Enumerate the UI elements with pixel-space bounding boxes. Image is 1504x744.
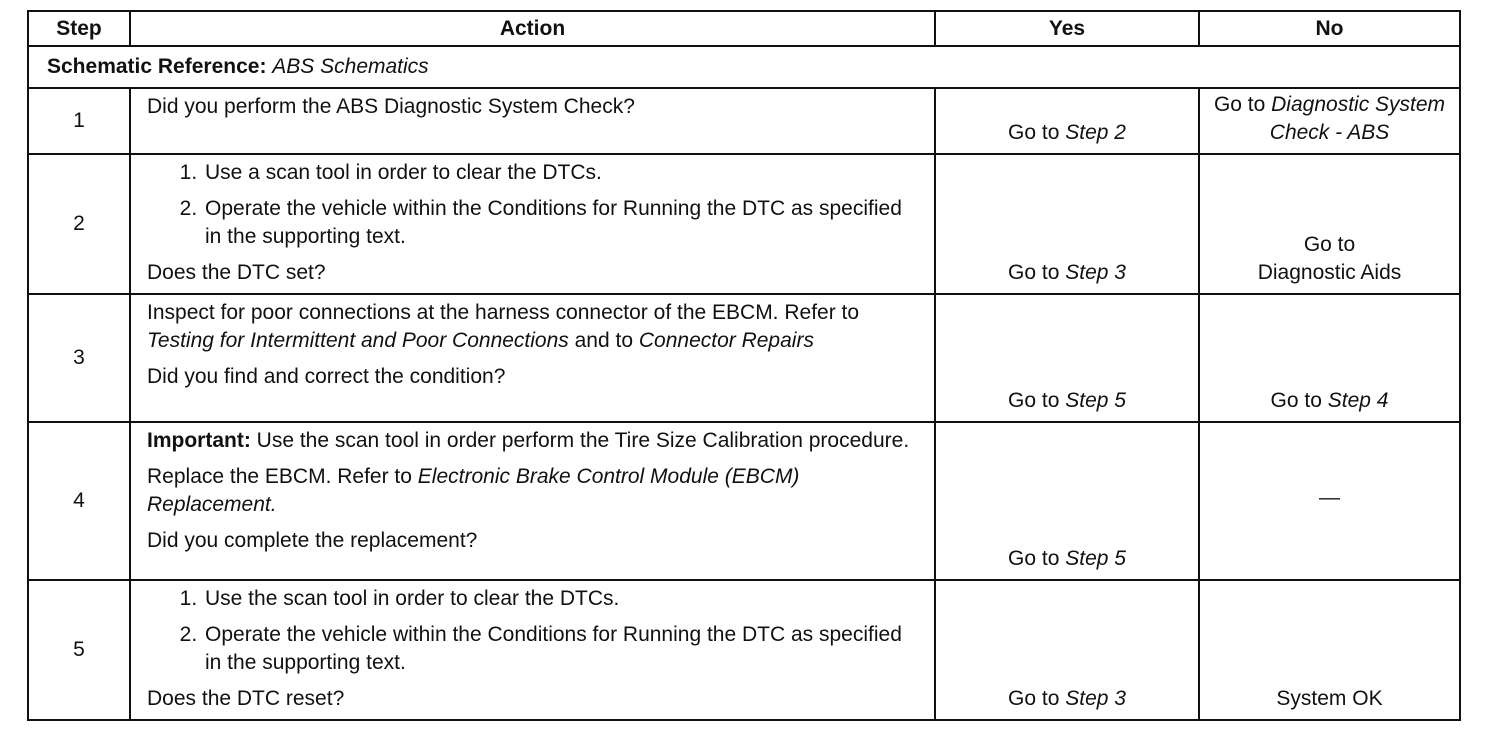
header-row [28, 11, 1460, 46]
connector-repairs-link[interactable]: Connector Repairs [638, 329, 814, 352]
yes-prefix: Go to [1008, 687, 1066, 710]
table-row [28, 580, 1460, 720]
action-cell [130, 154, 935, 294]
yes-link[interactable]: Step 3 [1065, 687, 1126, 710]
step-number: 1 [28, 88, 130, 154]
important-note [147, 427, 918, 455]
instruction-list [147, 585, 918, 677]
action-cell [130, 580, 935, 720]
question: Did you complete the replacement? [147, 529, 478, 552]
header-yes: Yes [935, 11, 1199, 46]
step-number: 5 [28, 580, 130, 720]
no-link[interactable]: Diagnostic Aids [1257, 261, 1402, 284]
header-no: No [1199, 11, 1460, 46]
schematic-reference [28, 46, 1460, 88]
no-link[interactable]: Step 4 [1327, 389, 1389, 412]
question: Does the DTC set? [147, 261, 326, 284]
ebcm-replacement-link[interactable]: Electronic Brake Control Module (EBCM) Replacement. [147, 465, 800, 516]
step-number: 4 [28, 422, 130, 580]
no-cell [1199, 294, 1460, 422]
table-row [28, 154, 1460, 294]
table-row [28, 294, 1460, 422]
action-cell [130, 422, 935, 580]
no-cell [1199, 154, 1460, 294]
table-row [28, 422, 1460, 580]
no-result: System OK [1276, 687, 1383, 710]
header-step: Step [28, 11, 130, 46]
yes-prefix: Go to [1008, 261, 1066, 284]
list-item: 1. Use a scan tool in order to clear the DTCs. [203, 159, 918, 187]
no-cell [1199, 88, 1460, 154]
important-label: Important: [147, 429, 251, 452]
instruction-list [147, 159, 918, 251]
yes-prefix: Go to [1008, 121, 1066, 144]
yes-link[interactable]: Step 2 [1065, 121, 1126, 144]
yes-prefix: Go to [1008, 547, 1066, 570]
question: Did you find and correct the condition? [147, 365, 506, 388]
no-prefix: Go to [1213, 93, 1272, 116]
yes-link[interactable]: Step 3 [1065, 261, 1126, 284]
instruction-text: Replace the EBCM. Refer to [147, 465, 418, 488]
list-item: 2. Operate the vehicle within the Conditions for Running the DTC as specified in the supporting text. [203, 621, 918, 677]
schematic-reference-link[interactable]: ABS Schematics [272, 55, 429, 78]
replace-instruction [147, 463, 918, 519]
question: Did you perform the ABS Diagnostic System Check? [147, 95, 635, 118]
important-text: Use the scan tool in order perform the Tire Size Calibration procedure. [250, 429, 910, 452]
no-cell [1199, 422, 1460, 580]
no-link[interactable]: Diagnostic System Check - ABS [1269, 93, 1446, 144]
yes-cell [935, 580, 1199, 720]
schematic-reference-label: Schematic Reference: [47, 55, 267, 78]
diagnostic-table [27, 10, 1461, 721]
instruction-text: and to [568, 329, 639, 352]
schematic-reference-row [28, 46, 1460, 88]
action-cell [130, 88, 935, 154]
no-prefix: Go to [1270, 389, 1328, 412]
action-cell [130, 294, 935, 422]
list-item: 1. Use the scan tool in order to clear the DTCs. [203, 585, 918, 613]
yes-cell [935, 88, 1199, 154]
list-item: 2. Operate the vehicle within the Conditions for Running the DTC as specified in the supporting text. [203, 195, 918, 251]
yes-link[interactable]: Step 5 [1065, 389, 1126, 412]
no-cell [1199, 580, 1460, 720]
testing-link[interactable]: Testing for Intermittent and Poor Connections [147, 329, 569, 352]
step-number: 3 [28, 294, 130, 422]
instruction-text: Inspect for poor connections at the harness connector of the EBCM. Refer to [147, 301, 860, 324]
question: Does the DTC reset? [147, 687, 345, 710]
yes-cell [935, 294, 1199, 422]
header-action: Action [130, 11, 935, 46]
no-dash: — [1319, 486, 1340, 509]
no-prefix: Go to [1303, 233, 1356, 256]
yes-cell [935, 422, 1199, 580]
step-number: 2 [28, 154, 130, 294]
inspect-instruction [147, 299, 918, 355]
yes-link[interactable]: Step 5 [1065, 547, 1126, 570]
yes-prefix: Go to [1008, 389, 1066, 412]
table-row [28, 88, 1460, 154]
yes-cell [935, 154, 1199, 294]
